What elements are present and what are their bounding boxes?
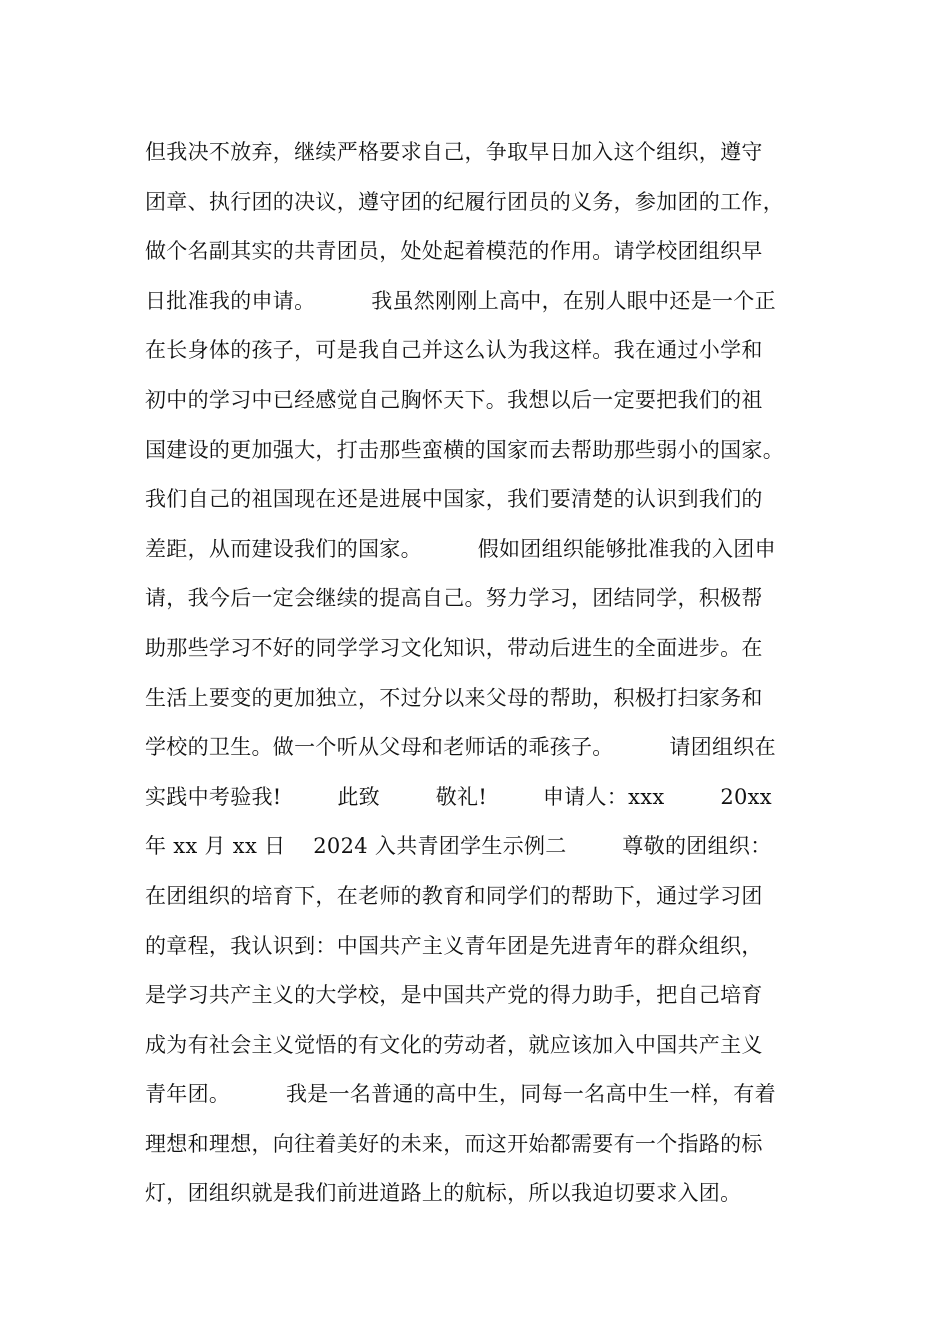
body-text	[145, 128, 845, 1219]
text-line: 国建设的更加强大，打击那些蛮横的国家而去帮助那些弱小的国家。	[145, 437, 784, 462]
text-line: 日批准我的申请。 我虽然刚刚上高中，在别人眼中还是一个正	[145, 288, 776, 313]
text-line: 在长身体的孩子，可是我自己并这么认为我这样。我在通过小学和	[145, 338, 763, 363]
text-line: 请，我今后一定会继续的提高自己。努力学习，团结同学，积极帮	[145, 586, 763, 611]
text-line: 灯，团组织就是我们前进道路上的航标，所以我迫切要求入团。	[145, 1181, 742, 1206]
text-line: 做个名副其实的共青团员，处处起着模范的作用。请学校团组织早	[145, 239, 763, 264]
text-line: 实践中考验我! 此致 敬礼! 申请人：xxx 20xx	[145, 784, 772, 809]
text-line: 理想和理想，向往着美好的未来，而这开始都需要有一个指路的标	[145, 1131, 763, 1156]
text-line: 生活上要变的更加独立，不过分以来父母的帮助，积极打扫家务和	[145, 685, 763, 710]
text-line: 学校的卫生。做一个听从父母和老师话的乖孩子。 请团组织在	[145, 735, 776, 760]
text-line: 成为有社会主义觉悟的有文化的劳动者，就应该加入中国共产主义	[145, 1032, 763, 1057]
text-line: 团章、执行团的决议，遵守团的纪履行团员的义务，参加团的工作，	[145, 189, 784, 214]
text-line: 但我决不放弃，继续严格要求自己，争取早日加入这个组织，遵守	[145, 140, 763, 164]
text-line: 助那些学习不好的同学学习文化知识，带动后进生的全面进步。在	[145, 635, 763, 660]
text-line: 我们自己的祖国现在还是进展中国家，我们要清楚的认识到我们的	[145, 487, 763, 512]
text-line: 年 xx 月 xx 日 2024 入共青团学生示例二 尊敬的团组织：	[145, 834, 772, 859]
text-line: 差距，从而建设我们的国家。 假如团组织能够批准我的入团申	[145, 536, 776, 561]
text-line: 在团组织的培育下，在老师的教育和同学们的帮助下，通过学习团	[145, 883, 763, 908]
text-line: 的章程，我认识到：中国共产主义青年团是先进青年的群众组织，	[145, 933, 763, 958]
text-line: 青年团。 我是一名普通的高中生，同每一名高中生一样，有着	[145, 1082, 776, 1107]
text-line: 是学习共产主义的大学校，是中国共产党的得力助手，把自己培育	[145, 983, 763, 1008]
text-line: 初中的学习中已经感觉自己胸怀天下。我想以后一定要把我们的祖	[145, 387, 763, 412]
